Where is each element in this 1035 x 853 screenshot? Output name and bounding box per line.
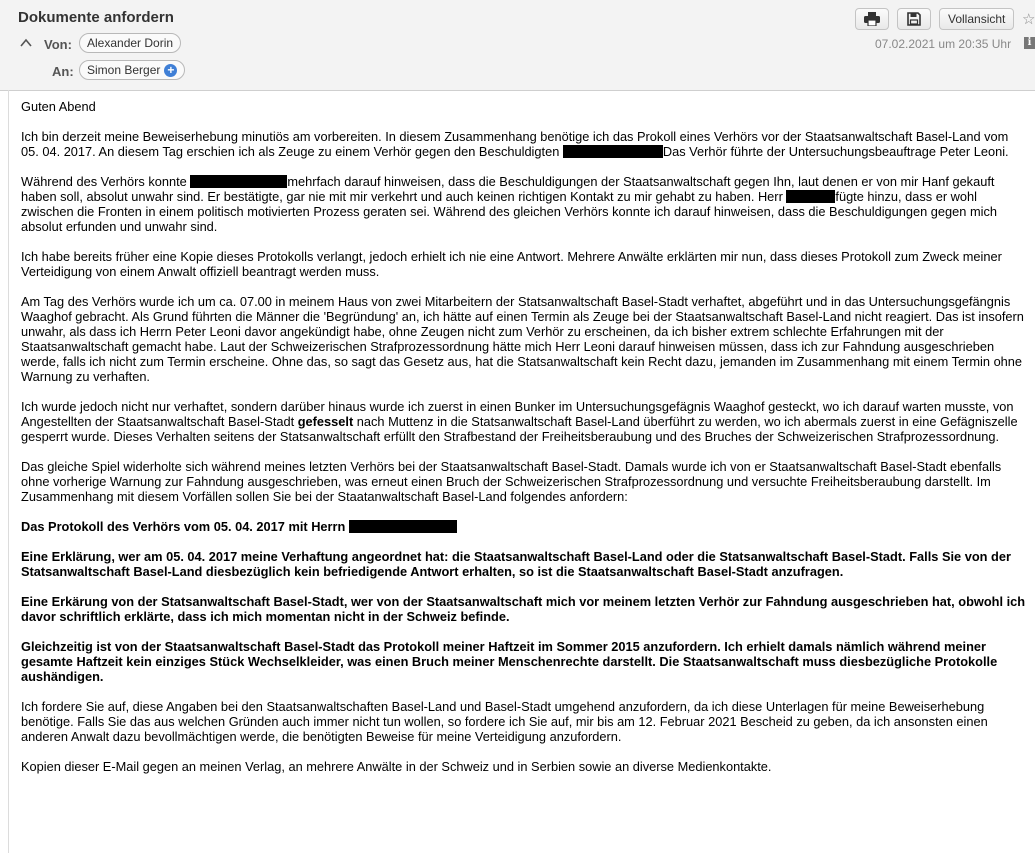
text-span: Ich bin derzeit meine Beweiserhebung minutiös am vorbereiten. In diesem Zusammenhang benötige ich das Prokoll eines Verhörs vor der Staatsanwaltschaft Basel-Land vom 05. 04. 2017. An diesem Tag erschien ich als Zeuge zu einem Verhör gegen den Beschuldigten <box>21 129 1009 159</box>
text-span: Das Protokoll des Verhörs vom 05. 04. 2017 mit Herrn <box>21 519 349 534</box>
redaction-bar <box>190 175 287 188</box>
chevron-up-icon[interactable] <box>19 36 33 50</box>
recipient-name: Simon Berger <box>87 63 161 77</box>
add-contact-icon[interactable]: + <box>164 64 177 77</box>
star-icon[interactable]: ☆ <box>1022 11 1035 28</box>
printer-icon <box>864 12 880 26</box>
text-span: Das Verhör führte der Untersuchungsbeauftrage Peter Leoni. <box>662 144 1009 159</box>
greeting: Guten Abend <box>21 99 96 114</box>
info-icon[interactable]: i <box>1024 37 1035 49</box>
request-item <box>21 519 1026 534</box>
body-paragraph <box>21 129 1026 159</box>
body-paragraph: Ich habe bereits früher eine Kopie dieses Protokolls verlangt, jedoch erhielt ich nie eine Antwort. Mehrere Anwälte erklärten mir nun, dass dieses Protokoll zum Zweck meiner Verteidigung von einem Anwalt offiziell beantragt werden muss. <box>21 249 1002 279</box>
text-span: Während des Verhörs konnte <box>21 174 191 189</box>
redaction-bar <box>786 190 835 203</box>
redaction-bar <box>349 520 457 533</box>
save-button[interactable] <box>897 8 931 30</box>
body-paragraph <box>21 174 1026 234</box>
request-item: Gleichzeitig ist von der Staatsanwaltschaft Basel-Stadt das Protokoll meiner Haftzeit im Sommer 2015 anzufordern. Ich erhielt damals nämlich während meiner gesamte Haftzeit kein einziges Stück Wechselkleider, was einen Bruch meiner Menschenrechte darstellt. Die Staatsanwaltschaft muss diesbezügliche Protokolle aushändigen. <box>21 639 998 684</box>
message-subject: Dokumente anfordern <box>18 9 174 26</box>
to-label: An: <box>52 64 74 79</box>
print-button[interactable] <box>855 8 889 30</box>
text-span: fügte hinzu, dass er wohl zwischen die Fronten in einem politisch motivierten Prozess geraten sei. Während des gleichen Verhörs konnte ich darauf hinweisen, dass die Beschuldigungen gegen mich absolut erfunden und unwahr sind. <box>21 189 997 234</box>
body-paragraph: Das gleiche Spiel widerholte sich während meines letzten Verhörs bei der Staatsanwaltschaft Basel-Stadt. Damals wurde ich von er Staatsanwaltschaft Basel-Stadt ebenfalls ohne vorherige Warnung zur Fahndung ausgeschrieben, was erneut einen Bruch der Schweizerischen Strafprozessordnung und versuchte Freiheitsberaubung darstellt. Im Zusammenhang mit diesem Vorfällen sollen Sie bei der Staatanwaltschaft Basel-Land folgendes anfordern: <box>21 459 1002 504</box>
fullscreen-button[interactable]: Vollansicht <box>939 8 1014 30</box>
sender-name: Alexander Dorin <box>87 36 174 50</box>
bold-text: gefesselt <box>297 414 354 429</box>
redaction-bar <box>563 145 663 158</box>
floppy-disk-icon <box>907 12 921 26</box>
text-span: nach Muttenz in die Statsanwaltschaft Basel-Land überführt zu werden, wo ich abermals zuerst in eine Gefägniszelle gesperrt wurde. Dieses Verhalten seitens der Statsanwaltschaft erfüllt den Strafbestand der Freiheitsberaubung und des Bruches der Schweizerischen Strafprozessordnung. <box>21 414 1018 444</box>
body-paragraph <box>21 399 1026 444</box>
message-body <box>21 99 1026 789</box>
sender-pill[interactable] <box>79 33 181 53</box>
body-paragraph: Kopien dieser E-Mail gegen an meinen Verlag, an mehrere Anwälte in der Schweiz und in Serbien sowie an diverse Medienkontakte. <box>21 759 772 774</box>
from-label: Von: <box>44 37 72 52</box>
message-toolbar <box>855 8 1014 30</box>
message-body-frame <box>8 90 1035 853</box>
request-item: Eine Erkärung von der Statsanwaltschaft Basel-Stadt, wer von der Staatsanwaltschaft mich vor meinem letzten Verhör zur Fahndung ausgeschrieben hat, obwohl ich davor schriftlich erklärte, dass ich mich momentan nicht in der Schweiz befinde. <box>21 594 1026 624</box>
text-span: Ich wurde jedoch nicht nur verhaftet, sondern darüber hinaus wurde ich zuerst in einen Bunker im Untersuchungsgefägnis Waaghof gesteckt, wo ich darauf warten musste, von Angestellten der Staatsanwaltschaft Basel-Stadt <box>21 399 1014 429</box>
request-item: Eine Erklärung, wer am 05. 04. 2017 meine Verhaftung angeordnet hat: die Staatsanwaltschaft Basel-Land oder die Statsanwaltschaft Basel-Stadt. Falls Sie von der Statsanwaltschaft Basel-Land diesbezüglich kein befriedigende Antwort erhalten, so ist die Staatsanwaltschaft Basel-Stadt anzufragen. <box>21 549 1011 579</box>
body-paragraph: Ich fordere Sie auf, diese Angaben bei den Staatsanwaltschaften Basel-Land und Basel-Stadt umgehend anzufordern, da ich diese Unterlagen für meine Beweiserhebung benötige. Falls Sie das aus welchen Gründen auch immer nicht tun wollen, so fordere ich Sie auf, mir bis am 12. Februar 2021 Bescheid zu geben, da ich ansonsten einen anderen Anwalt dazu bevollmächtigen werde, die benötigten Beweise für meine Verteidigung anzufordern. <box>21 699 988 744</box>
message-header <box>0 0 1035 91</box>
message-date: 07.02.2021 um 20:35 Uhr <box>875 37 1012 51</box>
body-paragraph: Am Tag des Verhörs wurde ich um ca. 07.00 in meinem Haus von zwei Mitarbeitern der Statsanwaltschaft Basel-Stadt verhaftet, abgeführt und in das Untersuchungsgefängnis Waaghof gebracht. Als Grund führten die Männer die 'Begründung' an, ich hätte auf einen Termin als Zeuge bei der Staatsanwaltschaft Basel-Land nicht reagiert. Das ist insofern unwahr, als dass ich Herrn Peter Leoni davor angekündigt habe, ohne Zeugen nicht zum Verhör zu erscheinen, da ich bisher extrem schlechte Erfahrungen mit der Staatsanwaltschaft gemacht habe. Laut der Schweizerischen Strafprozessordnung hätte mich Herr Leoni darauf hinweisen müssen, dass ich zur Fahndung ausgeschrieben werde, falls ich nicht zum Termin erscheine. Ohne das, so sagt das Gesetz aus, hat die Statsanwaltschaft kein Recht dazu, jemanden im Zusammenhang mit einem Termin ohne Warnung zu verhaften. <box>21 294 1024 384</box>
recipient-pill[interactable] <box>79 60 185 80</box>
text-span: mehrfach darauf hinweisen, dass die Beschuldigungen der Staatsanwaltschaft gegen Ihn, laut denen er von mir Hanf gekauft haben soll, absolut unwahr sind. Er bestätigte, gar nie mit mir verkehrt und auch keinen richtigen Kontakt zu mir gehabt zu haben. Herr <box>21 174 995 204</box>
